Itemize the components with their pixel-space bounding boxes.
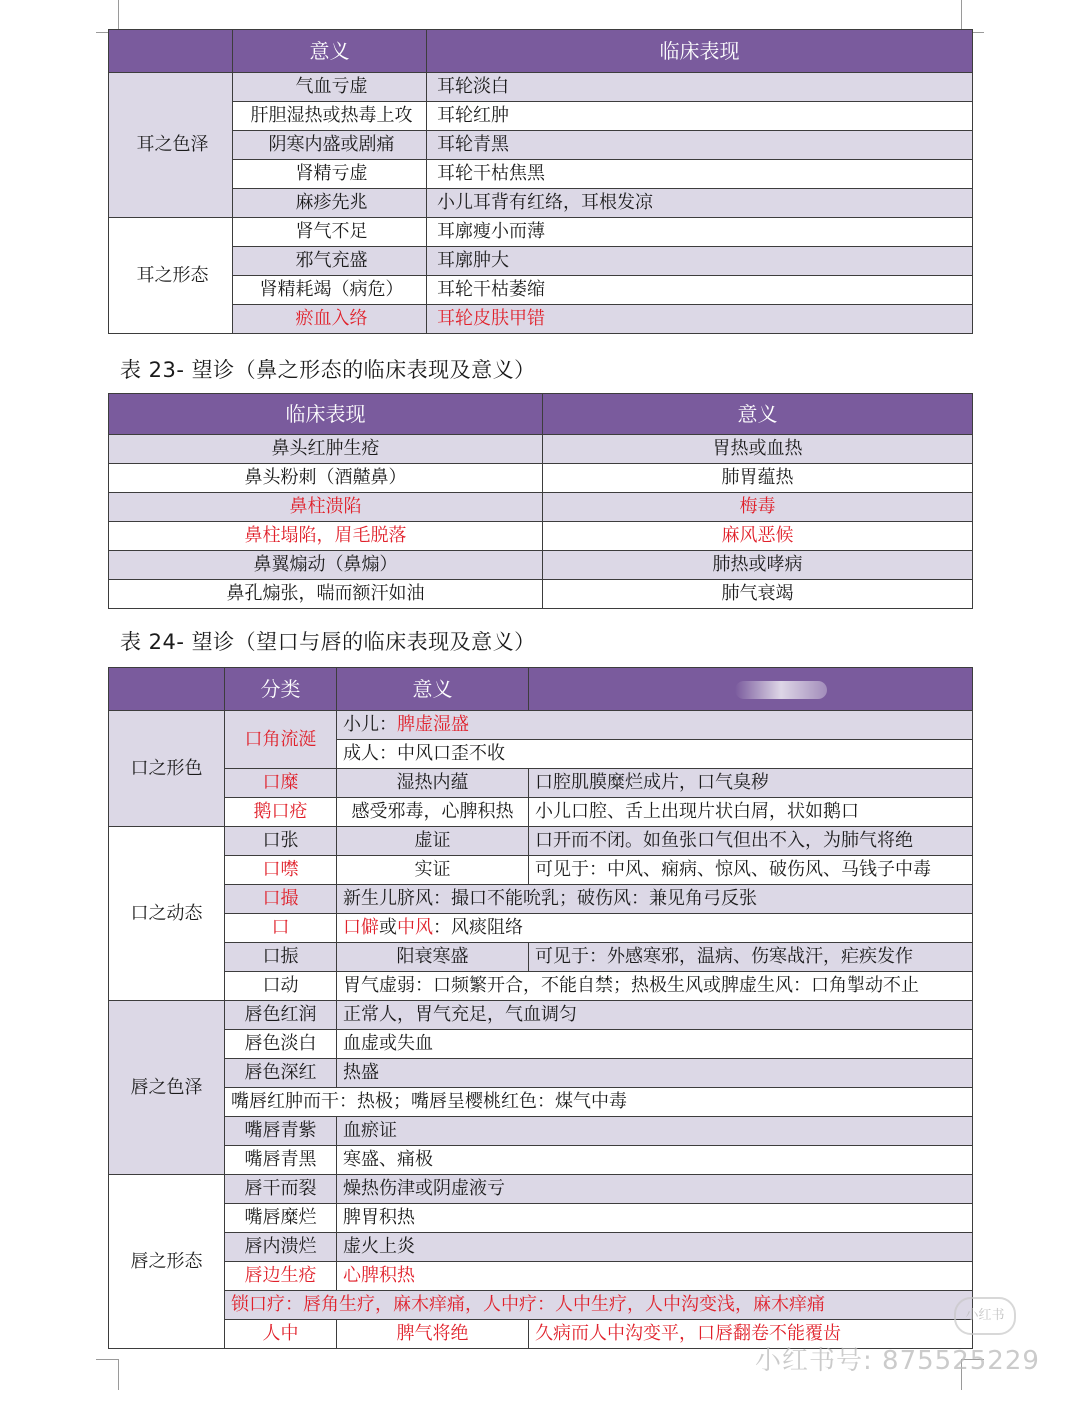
watermark-text: 小红书号: 875525229 [755, 1346, 1040, 1376]
category-cell-highlight: 口噤 [225, 856, 337, 885]
header-blurred [529, 668, 973, 711]
table-row [109, 102, 973, 131]
meaning-cell: 肺气衰竭 [543, 580, 973, 609]
table-caption: 表 24- 望诊（望口与唇的临床表现及意义） [120, 630, 536, 654]
meaning-cell: 虚证 [337, 827, 529, 856]
table-row [109, 711, 973, 740]
meaning-cell-highlight: 脾气将绝 [337, 1320, 529, 1349]
group-label: 耳之形态 [109, 218, 233, 334]
meaning-cell: 感受邪毒，心脾积热 [337, 798, 529, 827]
prefix-text: 小儿： [343, 714, 397, 735]
category-cell-highlight: 口糜 [225, 769, 337, 798]
table-header-row [109, 394, 973, 435]
table-row [109, 551, 973, 580]
header-meaning: 意义 [543, 394, 973, 435]
meaning-cell: 湿热内蕴 [337, 769, 529, 798]
highlight-text: 中风 [397, 917, 433, 938]
meaning-cell: 肝胆湿热或热毒上攻 [233, 102, 427, 131]
meaning-cell-highlight: 梅毒 [543, 493, 973, 522]
group-label: 口之动态 [109, 827, 225, 1001]
highlight-text: 脾虚湿盛 [397, 714, 469, 735]
category-cell: 唇色深红 [225, 1059, 337, 1088]
meaning-cell-highlight: 麻风恶候 [543, 522, 973, 551]
sign-cell-highlight: 久病而人中沟变平，口唇翻卷不能覆齿 [529, 1320, 973, 1349]
table-row [109, 1262, 973, 1291]
category-cell: 嘴唇糜烂 [225, 1204, 337, 1233]
table-row [109, 435, 973, 464]
table-row [109, 218, 973, 247]
table-row [109, 1117, 973, 1146]
table-row [109, 1088, 973, 1117]
table-row [109, 580, 973, 609]
category-cell: 唇内溃烂 [225, 1233, 337, 1262]
meaning-cell [337, 711, 973, 740]
meaning-cell: 寒盛、痛极 [337, 1146, 973, 1175]
ear-table [108, 29, 973, 334]
full-row-cell: 嘴唇红肿而干：热极；嘴唇呈樱桃红色：煤气中毒 [225, 1088, 973, 1117]
table-row [109, 247, 973, 276]
meaning-cell-highlight: 心脾积热 [337, 1262, 973, 1291]
category-cell-highlight: 人中 [225, 1320, 337, 1349]
table-row [109, 1146, 973, 1175]
group-label: 唇之形态 [109, 1175, 225, 1349]
table-row [109, 464, 973, 493]
category-cell-highlight: 口撮 [225, 885, 337, 914]
sign-cell: 小儿口腔、舌上出现片状白屑，状如鹅口 [529, 798, 973, 827]
table-header-row [109, 30, 973, 73]
meaning-cell: 肾精耗竭（病危） [233, 276, 427, 305]
sign-cell-highlight: 鼻柱塌陷，眉毛脱落 [109, 522, 543, 551]
table-caption: 表 23- 望诊（鼻之形态的临床表现及意义） [120, 358, 536, 382]
table-row [109, 73, 973, 102]
meaning-cell: 阳衰寒盛 [337, 943, 529, 972]
table-row [109, 769, 973, 798]
sign-cell: 耳廓肿大 [427, 247, 973, 276]
meaning-cell: 肺胃蕴热 [543, 464, 973, 493]
table-row [109, 1233, 973, 1262]
sign-cell-highlight: 鼻柱溃陷 [109, 493, 543, 522]
sign-cell: 耳轮青黑 [427, 131, 973, 160]
watermark-logo: 小红书 [954, 1297, 1016, 1335]
meaning-cell: 胃热或血热 [543, 435, 973, 464]
sign-cell-highlight: 耳轮皮肤甲错 [427, 305, 973, 334]
sign-cell: 耳轮淡白 [427, 73, 973, 102]
nose-table [108, 393, 973, 609]
table-row [109, 1059, 973, 1088]
header-blank [109, 30, 233, 73]
table-row [109, 798, 973, 827]
meaning-cell: 成人：中风口歪不收 [337, 740, 973, 769]
full-row-cell-highlight: 锁口疗：唇角生疗，麻木痒痛，人中疗：人中生疗，人中沟变浅，麻木痒痛 [225, 1291, 973, 1320]
meaning-cell: 热盛 [337, 1059, 973, 1088]
group-label: 耳之色泽 [109, 73, 233, 218]
table-row [109, 885, 973, 914]
header-meaning: 意义 [337, 668, 529, 711]
table-row [109, 305, 973, 334]
sign-cell: 口开而不闭。如鱼张口气但出不入，为肺气将绝 [529, 827, 973, 856]
sign-cell: 鼻孔煽张，喘而额汗如油 [109, 580, 543, 609]
category-cell: 口动 [225, 972, 337, 1001]
meaning-cell: 实证 [337, 856, 529, 885]
meaning-cell: 肺热或哮病 [543, 551, 973, 580]
category-cell-highlight: 口角流涎 [225, 711, 337, 769]
meaning-cell: 肾气不足 [233, 218, 427, 247]
meaning-cell: 麻疹先兆 [233, 189, 427, 218]
table-row [109, 827, 973, 856]
group-label: 唇之色泽 [109, 1001, 225, 1175]
meaning-cell: 虚火上炎 [337, 1233, 973, 1262]
meaning-cell: 邪气充盛 [233, 247, 427, 276]
table-header-row [109, 668, 973, 711]
blurred-text-mask [735, 681, 827, 699]
page-corner-mark [96, 1359, 119, 1390]
mouth-lip-table [108, 667, 973, 1349]
category-cell-highlight: 鹅口疮 [225, 798, 337, 827]
table-row [109, 856, 973, 885]
category-cell: 嘴唇青紫 [225, 1117, 337, 1146]
table-row [109, 972, 973, 1001]
category-cell: 唇色红润 [225, 1001, 337, 1030]
meaning-cell: 正常人，胃气充足，气血调匀 [337, 1001, 973, 1030]
meaning-cell: 阴寒内盛或剧痛 [233, 131, 427, 160]
table-row [109, 1001, 973, 1030]
meaning-cell: 血瘀证 [337, 1117, 973, 1146]
sign-cell: 耳轮干枯萎缩 [427, 276, 973, 305]
connector-text: 或 [379, 917, 397, 938]
meaning-cell: 脾胃积热 [337, 1204, 973, 1233]
sign-cell: 鼻头红肿生疮 [109, 435, 543, 464]
meaning-cell [337, 914, 973, 943]
meaning-cell: 肾精亏虚 [233, 160, 427, 189]
sign-cell: 鼻翼煽动（鼻煽） [109, 551, 543, 580]
header-meaning: 意义 [233, 30, 427, 73]
category-cell: 唇色淡白 [225, 1030, 337, 1059]
header-sign: 临床表现 [427, 30, 973, 73]
category-cell-highlight: 口 [225, 914, 337, 943]
header-category: 分类 [225, 668, 337, 711]
table-row [109, 522, 973, 551]
meaning-cell: 燥热伤津或阴虚液亏 [337, 1175, 973, 1204]
table-row [109, 914, 973, 943]
sign-cell: 可见于：中风、痫病、惊风、破伤风、马钱子中毒 [529, 856, 973, 885]
table-row [109, 160, 973, 189]
highlight-text: 口僻 [343, 917, 379, 938]
table-row [109, 189, 973, 218]
table-row [109, 493, 973, 522]
category-cell: 口张 [225, 827, 337, 856]
header-blank [109, 668, 225, 711]
header-sign: 临床表现 [109, 394, 543, 435]
meaning-text: ：风痰阻络 [433, 917, 523, 938]
table-row [109, 1030, 973, 1059]
sign-cell: 耳轮红肿 [427, 102, 973, 131]
meaning-cell-highlight: 瘀血入络 [233, 305, 427, 334]
table-row [109, 1204, 973, 1233]
table-row [109, 1291, 973, 1320]
category-cell-highlight: 唇边生疮 [225, 1262, 337, 1291]
category-cell: 口振 [225, 943, 337, 972]
meaning-cell: 新生儿脐风：撮口不能吮乳；破伤风：兼见角弓反张 [337, 885, 973, 914]
meaning-cell: 气血亏虚 [233, 73, 427, 102]
meaning-cell: 胃气虚弱：口频繁开合，不能自禁；热极生风或脾虚生风：口角掣动不止 [337, 972, 973, 1001]
group-label: 口之形色 [109, 711, 225, 827]
sign-cell: 耳轮干枯焦黑 [427, 160, 973, 189]
category-cell: 嘴唇青黑 [225, 1146, 337, 1175]
table-row [109, 1175, 973, 1204]
sign-cell: 鼻头粉刺（酒齄鼻） [109, 464, 543, 493]
sign-cell: 可见于：外感寒邪，温病、伤寒战汗，疟疾发作 [529, 943, 973, 972]
table-row [109, 131, 973, 160]
sign-cell: 小儿耳背有红络，耳根发凉 [427, 189, 973, 218]
sign-cell: 耳廓瘦小而薄 [427, 218, 973, 247]
sign-cell: 口腔肌膜糜烂成片，口气臭秽 [529, 769, 973, 798]
table-row [109, 943, 973, 972]
category-cell: 唇干而裂 [225, 1175, 337, 1204]
meaning-cell: 血虚或失血 [337, 1030, 973, 1059]
table-row [109, 276, 973, 305]
